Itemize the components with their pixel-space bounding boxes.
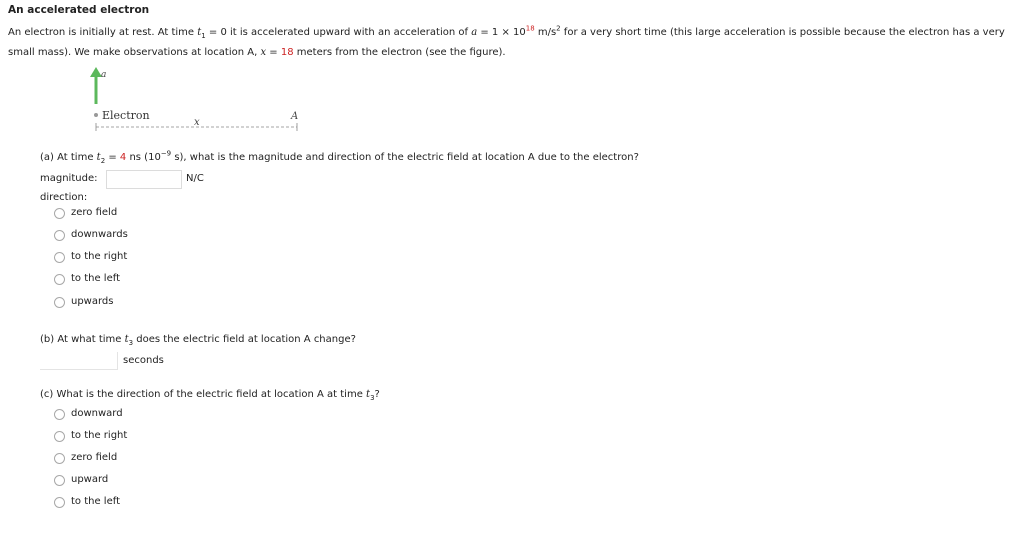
location-label: A [291,111,299,122]
part-c-question: (c) What is the direction of the electric field at location A at time $t_3$? [40,389,380,402]
part-a-radio-to-the-right[interactable] [54,252,65,263]
part-c-option-label: zero field [71,452,118,463]
part-c-radio-upward[interactable] [54,475,65,486]
magnitude-label: magnitude: [40,173,98,184]
part-c-radio-downward[interactable] [54,409,65,420]
part-a-radio-to-the-left[interactable] [54,274,65,285]
part-c-radio-zero-field[interactable] [54,453,65,464]
part-a-radio-downwards[interactable] [54,230,65,241]
part-a-question: (a) At time $t_2 = 4$ ns ($10^{-9}$ s), what is the magnitude and direction of the electric field at location A due to the electron? [40,149,639,165]
electron-dot-icon [94,113,98,117]
direction-label: direction: [40,192,88,203]
magnitude-unit: N/C [186,173,204,184]
part-c-option-label: to the left [71,496,121,507]
electron-label: Electron [102,109,150,122]
part-c-option-label: downward [71,408,123,419]
problem-title: An accelerated electron [8,4,150,16]
part-a-option-label: to the right [71,251,128,262]
part-a-radio-upwards[interactable] [54,297,65,308]
part-a-option-label: to the left [71,273,121,284]
x-value: 18 [280,47,294,58]
magnitude-input[interactable] [106,170,182,189]
part-a-radio-zero-field[interactable] [54,208,65,219]
part-a-option-label: downwards [71,229,128,240]
part-b-question: (b) At what time $t_3$ does the electric field at location A change? [40,334,356,347]
part-c-option-label: to the right [71,430,128,441]
distance-label: x [194,117,200,128]
time-unit: seconds [123,355,164,366]
part-c-radio-to-the-right[interactable] [54,431,65,442]
electron-figure [86,64,316,136]
problem-intro: An electron is initially at rest. At time $t_1 = 0$ it is accelerated upward with an acceleration of $a = 1 \times 10^{18}$ $m/s^2$ for a very short time (this large acceleration is possible because the electron has a very small mass). We make observations at location A, x = 18 meters from the electron (see the figure). [8,24,1005,58]
part-a-option-label: zero field [71,207,118,218]
part-c-option-label: upward [71,474,109,485]
part-c-radio-to-the-left[interactable] [54,497,65,508]
acceleration-label: a [101,70,107,80]
time-input[interactable] [40,352,118,370]
part-a-option-label: upwards [71,296,114,307]
